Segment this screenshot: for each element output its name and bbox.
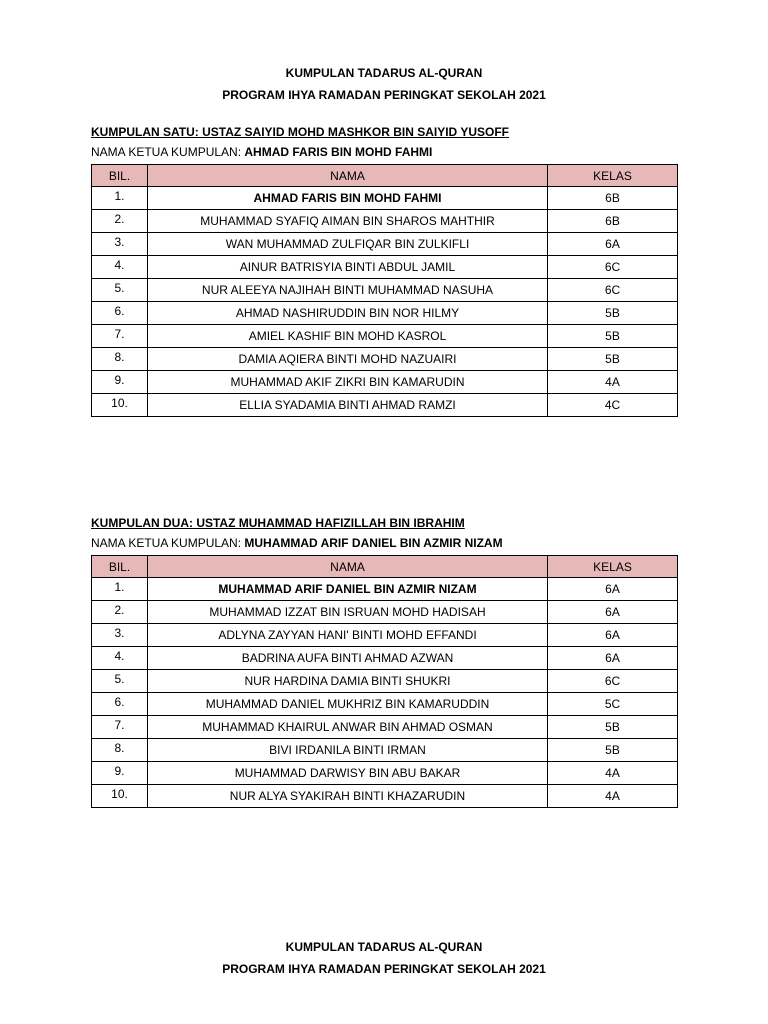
- kelas-cell: 6B: [548, 187, 678, 210]
- nama-cell: ADLYNA ZAYYAN HANI' BINTI MOHD EFFANDI: [148, 624, 548, 647]
- table-header-row: [92, 165, 678, 187]
- table-row: [92, 716, 678, 739]
- kelas-cell: 6A: [548, 624, 678, 647]
- group-2-leader-name: MUHAMMAD ARIF DANIEL BIN AZMIR NIZAM: [244, 536, 503, 550]
- header-nama: NAMA: [148, 165, 548, 187]
- bil-cell: 6.: [92, 302, 148, 325]
- header-kelas: KELAS: [548, 165, 678, 187]
- bil-cell: 9.: [92, 762, 148, 785]
- bil-cell: 10.: [92, 394, 148, 417]
- group-2-heading: KUMPULAN DUA: USTAZ MUHAMMAD HAFIZILLAH BIN IBRAHIM: [91, 516, 465, 530]
- kelas-cell: 5C: [548, 693, 678, 716]
- group-2-table: [91, 555, 678, 808]
- group-2-table-body: [92, 578, 678, 808]
- nama-cell: AHMAD NASHIRUDDIN BIN NOR HILMY: [148, 302, 548, 325]
- table-row: [92, 785, 678, 808]
- kelas-cell: 6C: [548, 279, 678, 302]
- table-row: [92, 578, 678, 601]
- nama-cell: MUHAMMAD IZZAT BIN ISRUAN MOHD HADISAH: [148, 601, 548, 624]
- group-1-heading: KUMPULAN SATU: USTAZ SAIYID MOHD MASHKOR BIN SAIYID YUSOFF: [91, 125, 510, 139]
- kelas-cell: 6C: [548, 670, 678, 693]
- kelas-cell: 6C: [548, 256, 678, 279]
- nama-cell: AINUR BATRISYIA BINTI ABDUL JAMIL: [148, 256, 548, 279]
- table-row: [92, 624, 678, 647]
- table-row: [92, 394, 678, 417]
- bil-cell: 5.: [92, 670, 148, 693]
- table-row: [92, 693, 678, 716]
- group-2-leader-label: NAMA KETUA KUMPULAN:: [91, 536, 245, 550]
- table-row: [92, 348, 678, 371]
- header-bil: BIL.: [92, 556, 148, 578]
- bil-cell: 7.: [92, 325, 148, 348]
- nama-cell: NUR HARDINA DAMIA BINTI SHUKRI: [148, 670, 548, 693]
- table-row: [92, 302, 678, 325]
- table-row: [92, 739, 678, 762]
- table-row: [92, 647, 678, 670]
- nama-cell: BIVI IRDANILA BINTI IRMAN: [148, 739, 548, 762]
- bil-cell: 7.: [92, 716, 148, 739]
- nama-cell: NUR ALYA SYAKIRAH BINTI KHAZARUDIN: [148, 785, 548, 808]
- bil-cell: 2.: [92, 601, 148, 624]
- bil-cell: 3.: [92, 624, 148, 647]
- group-1-leader-name: AHMAD FARIS BIN MOHD FAHMI: [244, 145, 433, 159]
- table-row: [92, 210, 678, 233]
- footer-title-line-1: KUMPULAN TADARUS AL-QURAN: [285, 940, 483, 954]
- table-row: [92, 233, 678, 256]
- nama-cell: MUHAMMAD DANIEL MUKHRIZ BIN KAMARUDDIN: [148, 693, 548, 716]
- table-row: [92, 371, 678, 394]
- footer-title: [0, 936, 768, 980]
- table-row: [92, 762, 678, 785]
- table-row: [92, 279, 678, 302]
- table-row: [92, 187, 678, 210]
- document-title: [0, 62, 768, 106]
- kelas-cell: 4A: [548, 762, 678, 785]
- bil-cell: 3.: [92, 233, 148, 256]
- nama-cell: AHMAD FARIS BIN MOHD FAHMI: [148, 187, 548, 210]
- kelas-cell: 5B: [548, 348, 678, 371]
- nama-cell: ELLIA SYADAMIA BINTI AHMAD RAMZI: [148, 394, 548, 417]
- kelas-cell: 6A: [548, 578, 678, 601]
- table-row: [92, 325, 678, 348]
- group-1-leader-label: NAMA KETUA KUMPULAN:: [91, 145, 245, 159]
- bil-cell: 6.: [92, 693, 148, 716]
- header-nama: NAMA: [148, 556, 548, 578]
- bil-cell: 4.: [92, 256, 148, 279]
- kelas-cell: 5B: [548, 302, 678, 325]
- nama-cell: WAN MUHAMMAD ZULFIQAR BIN ZULKIFLI: [148, 233, 548, 256]
- kelas-cell: 5B: [548, 739, 678, 762]
- footer-title-line-2: PROGRAM IHYA RAMADAN PERINGKAT SEKOLAH 2021: [222, 962, 546, 976]
- table-row: [92, 601, 678, 624]
- bil-cell: 1.: [92, 187, 148, 210]
- nama-cell: DAMIA AQIERA BINTI MOHD NAZUAIRI: [148, 348, 548, 371]
- table-row: [92, 670, 678, 693]
- nama-cell: MUHAMMAD AKIF ZIKRI BIN KAMARUDIN: [148, 371, 548, 394]
- nama-cell: NUR ALEEYA NAJIHAH BINTI MUHAMMAD NASUHA: [148, 279, 548, 302]
- bil-cell: 2.: [92, 210, 148, 233]
- title-line-1: KUMPULAN TADARUS AL-QURAN: [285, 66, 483, 80]
- kelas-cell: 6B: [548, 210, 678, 233]
- bil-cell: 10.: [92, 785, 148, 808]
- table-row: [92, 256, 678, 279]
- bil-cell: 4.: [92, 647, 148, 670]
- group-1-table: [91, 164, 678, 417]
- kelas-cell: 6A: [548, 601, 678, 624]
- title-line-2: PROGRAM IHYA RAMADAN PERINGKAT SEKOLAH 2021: [222, 88, 546, 102]
- nama-cell: MUHAMMAD ARIF DANIEL BIN AZMIR NIZAM: [148, 578, 548, 601]
- kelas-cell: 4A: [548, 371, 678, 394]
- kelas-cell: 6A: [548, 233, 678, 256]
- kelas-cell: 4C: [548, 394, 678, 417]
- kelas-cell: 5B: [548, 716, 678, 739]
- nama-cell: AMIEL KASHIF BIN MOHD KASROL: [148, 325, 548, 348]
- header-bil: BIL.: [92, 165, 148, 187]
- nama-cell: BADRINA AUFA BINTI AHMAD AZWAN: [148, 647, 548, 670]
- nama-cell: MUHAMMAD DARWISY BIN ABU BAKAR: [148, 762, 548, 785]
- bil-cell: 8.: [92, 739, 148, 762]
- kelas-cell: 5B: [548, 325, 678, 348]
- group-2-leader: [91, 536, 503, 550]
- nama-cell: MUHAMMAD SYAFIQ AIMAN BIN SHAROS MAHTHIR: [148, 210, 548, 233]
- group-1-table-body: [92, 187, 678, 417]
- bil-cell: 5.: [92, 279, 148, 302]
- kelas-cell: 6A: [548, 647, 678, 670]
- nama-cell: MUHAMMAD KHAIRUL ANWAR BIN AHMAD OSMAN: [148, 716, 548, 739]
- bil-cell: 8.: [92, 348, 148, 371]
- table-header-row: [92, 556, 678, 578]
- header-kelas: KELAS: [548, 556, 678, 578]
- bil-cell: 9.: [92, 371, 148, 394]
- bil-cell: 1.: [92, 578, 148, 601]
- kelas-cell: 4A: [548, 785, 678, 808]
- group-1-leader: [91, 145, 432, 159]
